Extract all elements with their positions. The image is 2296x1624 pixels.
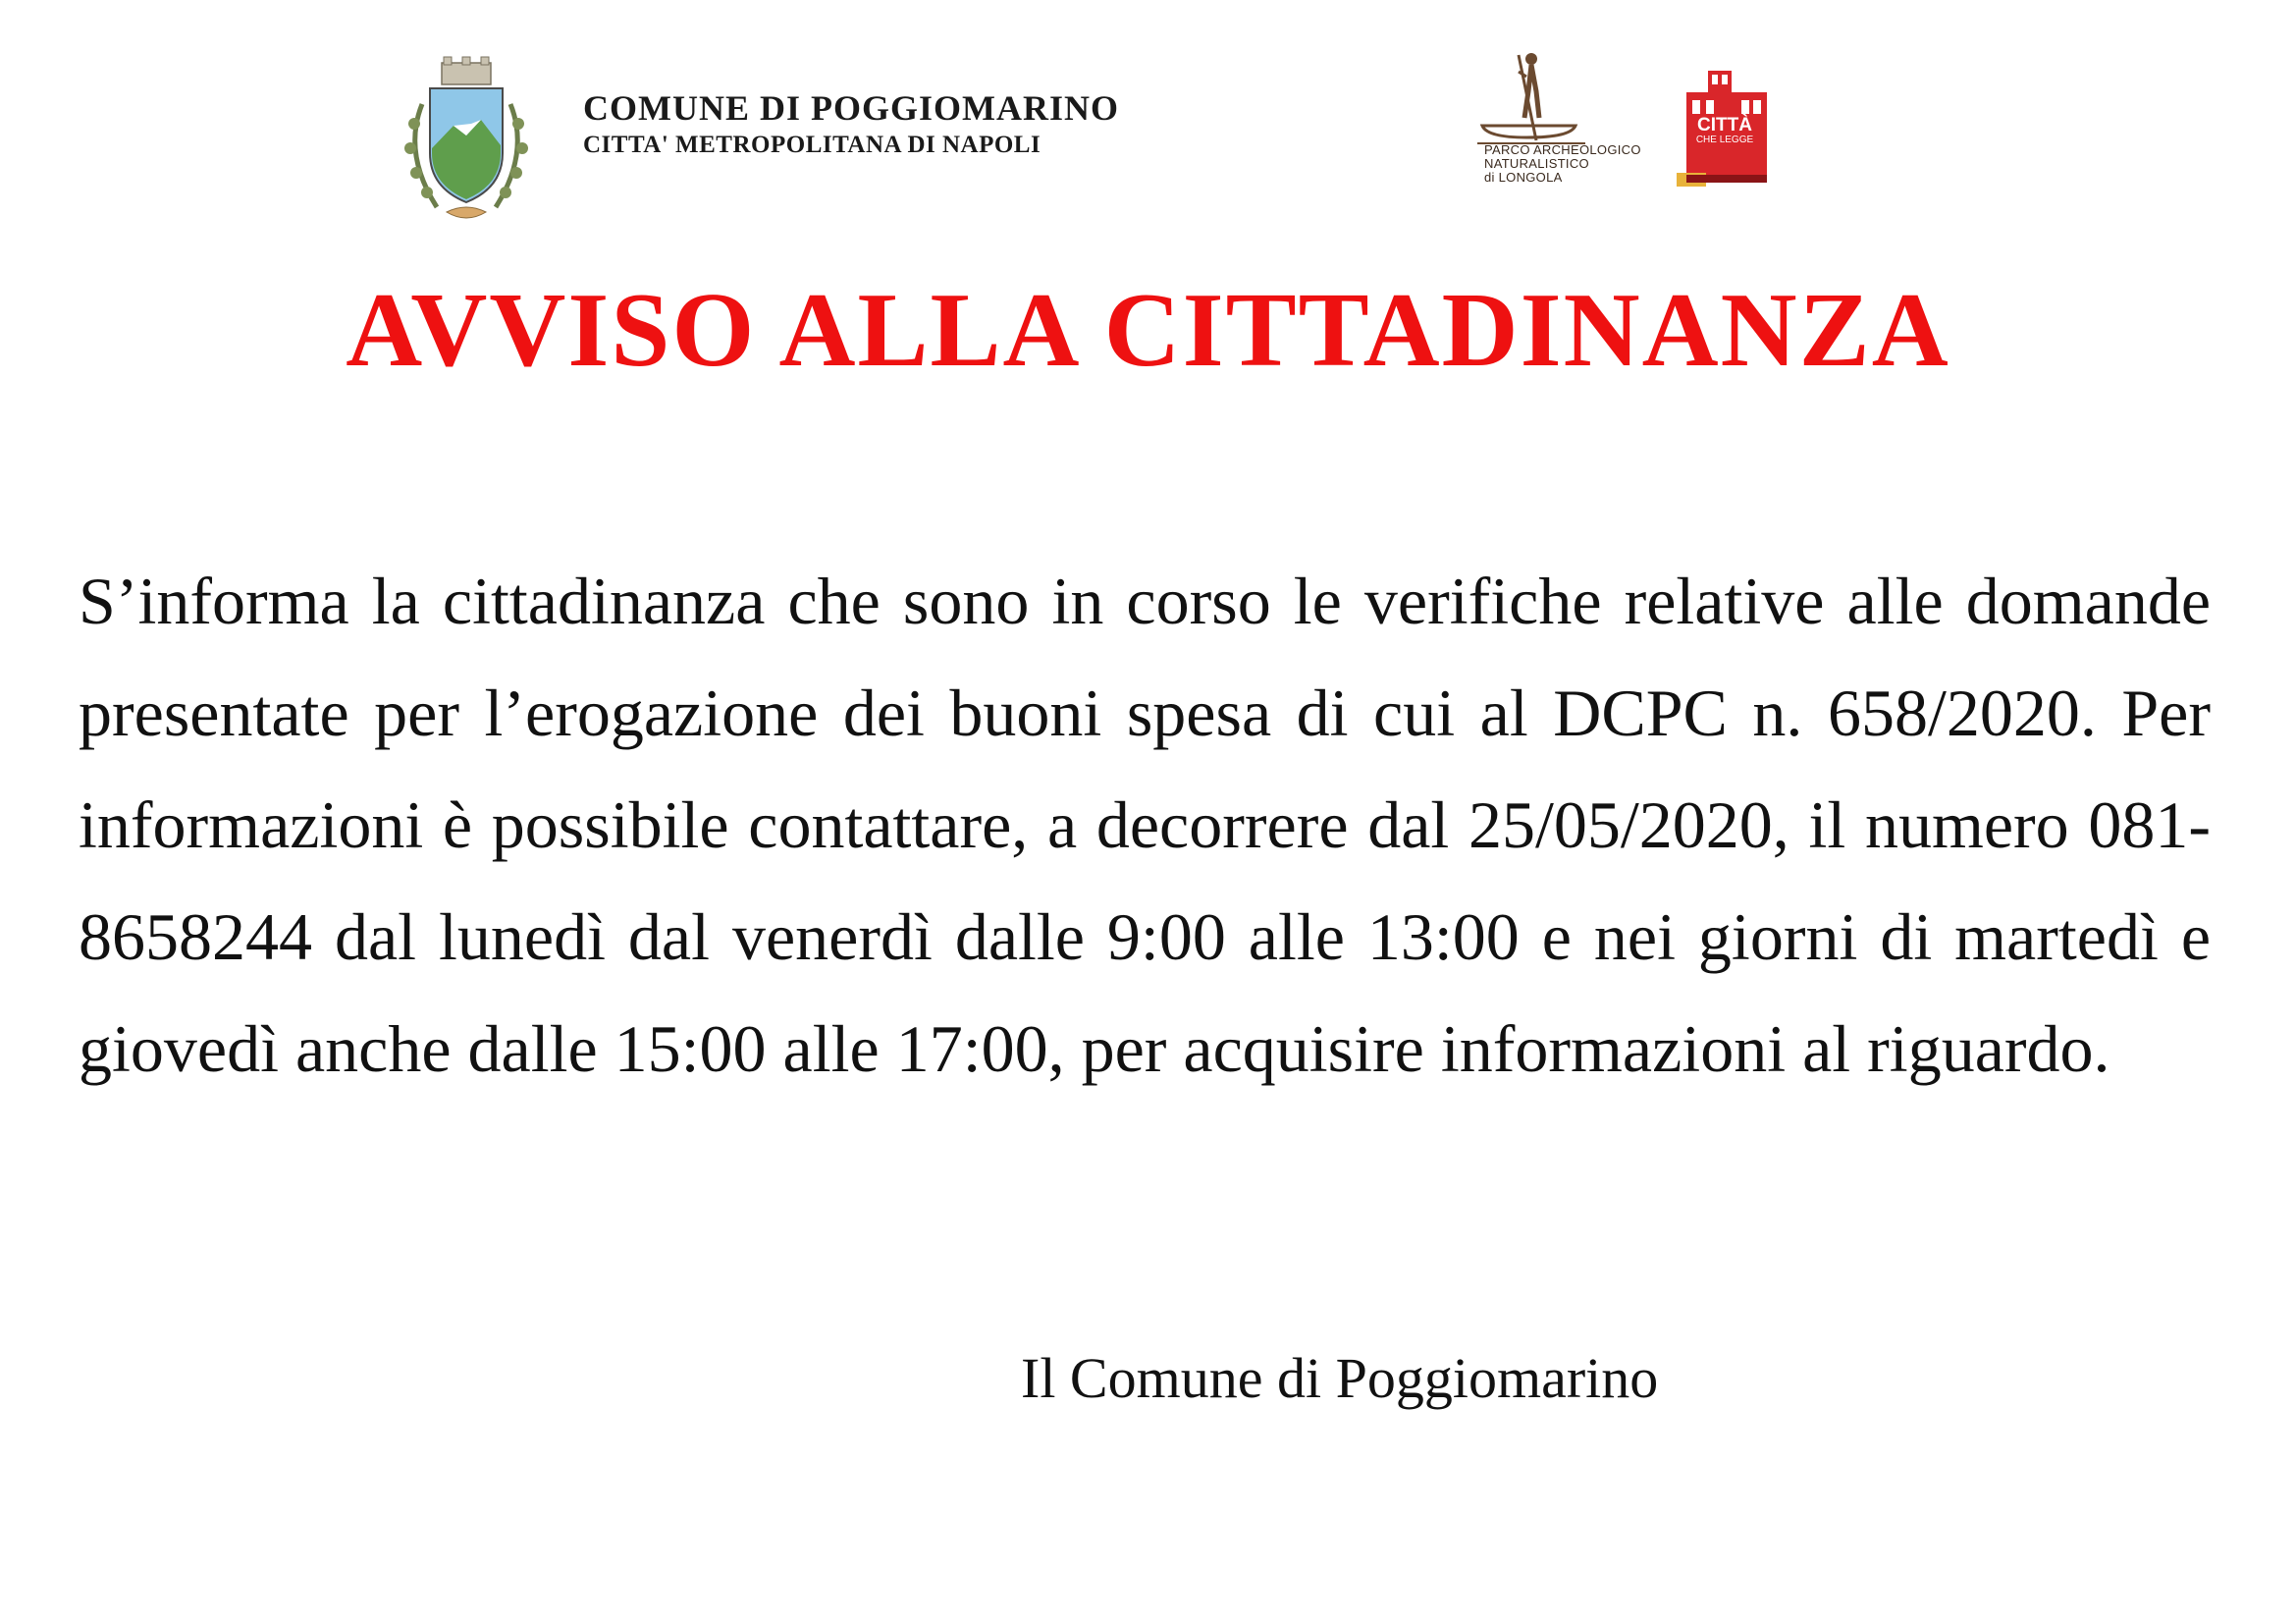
park-logo-line-2: NATURALISTICO — [1484, 156, 1589, 171]
city-logo-line-2: CHE LEGGE — [1695, 135, 1754, 145]
municipality-name: COMUNE DI POGGIOMARINO — [583, 88, 1119, 128]
city-logo-text — [1690, 116, 1759, 145]
city-logo-line-1: CITTÀ — [1697, 115, 1752, 135]
header-block — [583, 88, 1119, 159]
park-logo-line-1: PARCO ARCHEOLOGICO — [1484, 142, 1641, 157]
municipality-subtitle: CITTA' METROPOLITANA DI NAPOLI — [583, 132, 1041, 158]
park-logo-text — [1484, 143, 1641, 185]
notice-body: S’informa la cittadinanza che sono in corso le verifiche relative alle domande presentate per l’erogazione dei buoni spesa di cui al DCPC n. 658/2020. Per informazioni è possibile contattare, a decorrere dal 25/05/2020, il numero 081-8658244 dal lunedì dal venerdì dalle 9:00 alle 13:00 e nei giorni di martedì e giovedì anche dalle 15:00 alle 17:00, per acquisire informazioni al riguardo. — [79, 564, 2211, 1086]
municipal-crest-logo — [393, 55, 540, 232]
notice-title: AVVISO ALLA CITTADINANZA — [346, 272, 1950, 389]
park-logo-line-3: di LONGOLA — [1484, 170, 1563, 185]
notice-signature: Il Comune di Poggiomarino — [1021, 1346, 1659, 1410]
archaeological-park-logo — [1477, 47, 1644, 214]
